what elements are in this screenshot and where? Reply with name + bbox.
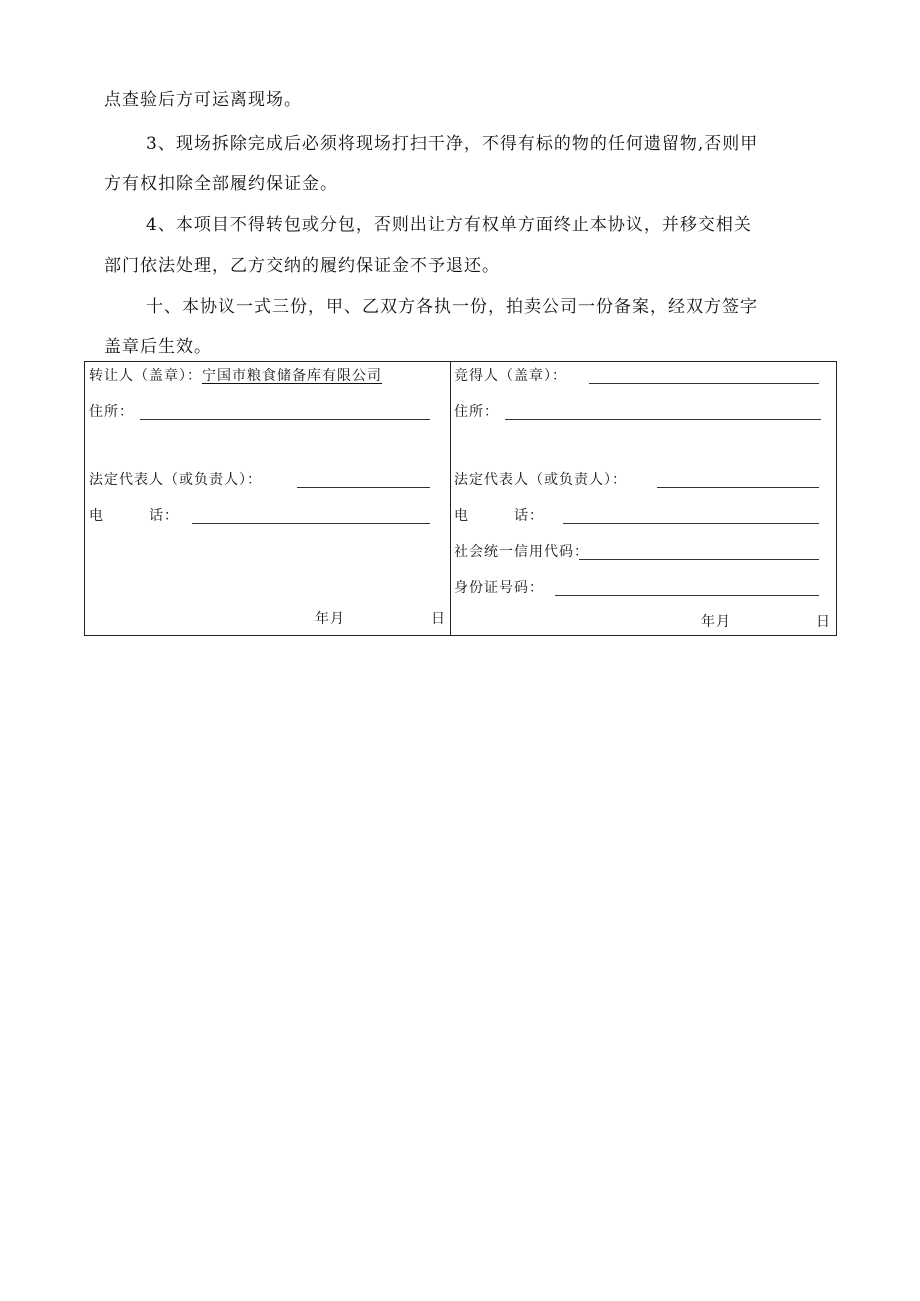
bidder-credit-code-label: 社会统一信用代码： [454,544,589,560]
bidder-seal-label: 竞得人（盖章）： [454,368,567,384]
table-divider [450,362,451,635]
bidder-id-blank[interactable] [555,595,819,596]
transferor-address-label: 住所： [89,404,134,420]
bidder-address-label: 住所： [454,404,499,420]
transferor-date-day: 日 [431,611,446,627]
paragraph-continuation: 点查验后方可运离现场。 [104,90,302,110]
clause-10-line-1: 十、本协议一式三份，甲、乙双方各执一份，拍卖公司一份备案，经双方签字 [146,297,758,317]
bidder-credit-code-blank[interactable] [579,559,819,560]
bidder-address-blank[interactable] [505,419,821,420]
clause-4-line-2: 部门依法处理，乙方交纳的履约保证金不予退还。 [104,256,500,276]
clause-10-line-2: 盖章后生效。 [104,337,212,357]
bidder-rep-label: 法定代表人（或负责人）： [454,472,627,488]
bidder-date-day: 日 [816,614,831,630]
transferor-phone-blank[interactable] [192,523,430,524]
clause-3-line-2: 方有权扣除全部履约保证金。 [104,174,338,194]
transferor-address-blank[interactable] [140,419,430,420]
bidder-id-label: 身份证号码： [454,580,544,596]
clause-3-line-1: 3、现场拆除完成后必须将现场打扫干净，不得有标的物的任何遗留物,否则甲 [146,134,759,154]
clause-4-line-1: 4、本项目不得转包或分包，否则出让方有权单方面终止本协议，并移交相关 [146,215,752,235]
transferor-seal-label: 转让人（盖章）： [89,368,202,384]
bidder-seal-blank[interactable] [589,383,819,384]
bidder-phone-blank[interactable] [563,523,819,524]
transferor-phone-label: 电 话： [89,508,179,524]
bidder-rep-blank[interactable] [657,487,819,488]
bidder-date-month: 年月 [701,614,731,630]
transferor-rep-label: 法定代表人（或负责人）： [89,472,262,488]
transferor-name: 宁国市粮食储备库有限公司 [202,368,382,384]
bidder-phone-label: 电 话： [454,508,544,524]
signature-table [84,361,837,636]
transferor-seal-row [89,367,382,385]
transferor-date-month: 年月 [315,611,345,627]
transferor-rep-blank[interactable] [297,487,430,488]
